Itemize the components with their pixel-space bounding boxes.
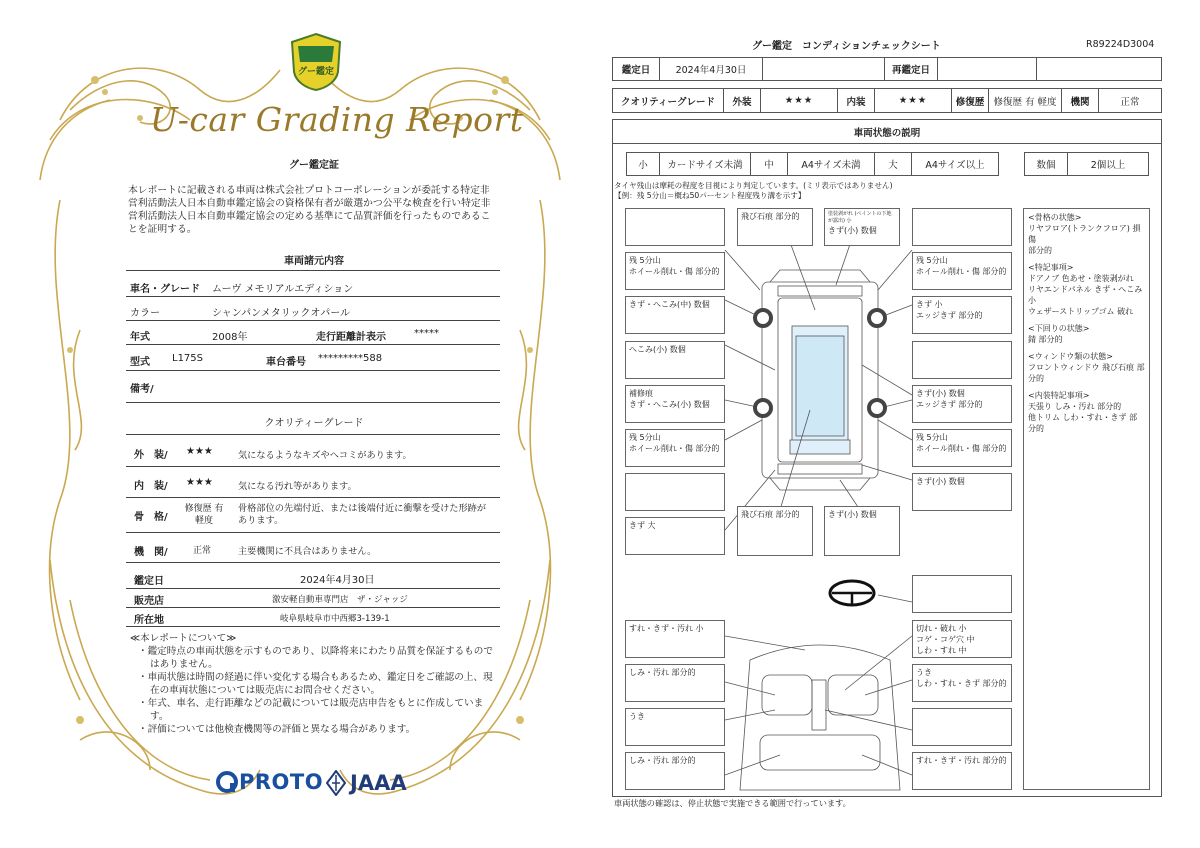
- ext-box-bottom-1: 飛び石痕 部分的: [737, 506, 813, 556]
- divider: [126, 607, 500, 608]
- sheet-footer: 車両状態の確認は、停止状態で実施できる範囲で行っています。: [614, 798, 851, 808]
- ext-box-top-2-text: きず(小) 数個: [828, 226, 877, 235]
- divider: [126, 270, 500, 271]
- int-label: 内装: [837, 88, 875, 113]
- ext-box-left-2: きず・へこみ(中) 数個: [625, 296, 725, 334]
- note-window-head: <ウィンドウ類の状態>: [1028, 352, 1113, 361]
- size-small-desc: カードサイズ未満: [659, 152, 751, 176]
- ext-box-top-2-note: 塗装剥がれ (ペイントの下地が露出) 小: [828, 211, 892, 224]
- quality-heading: クオリティーグレード: [264, 418, 364, 429]
- quality-interior-label: 内 装/: [134, 481, 168, 492]
- ext-box-right-2: きず 小 エッジきず 部分的: [912, 296, 1012, 334]
- year-label: 年式: [130, 332, 150, 343]
- jaaa-mark-icon: [326, 770, 346, 796]
- int-box-right-3: すれ・きず・汚れ 部分的: [912, 752, 1012, 790]
- quality-interior-text: 気になる汚れ等があります。: [238, 481, 357, 492]
- note-frame-head: <骨格の状態>: [1028, 213, 1082, 222]
- color-value: シャンパンメタリックオパール: [212, 308, 350, 319]
- quality-exterior-grade: ★★★: [186, 446, 213, 457]
- ext-box-top-2: [824, 208, 900, 246]
- ext-box-left-empty: [625, 473, 725, 511]
- proto-logo-text: PROTO: [239, 770, 324, 794]
- divider: [126, 370, 500, 371]
- color-label: カラー: [130, 308, 160, 319]
- ext-box-left-3: へこみ(小) 数個: [625, 341, 725, 379]
- int-box-left-2: しみ・汚れ 部分的: [625, 664, 725, 702]
- quality-engine-grade: 正常: [193, 546, 212, 556]
- ext-box-right-top: [912, 208, 1012, 246]
- note-item: ・車両状態は時間の経過に伴い変化する場合もあるため、鑑定日をご確認の上、現在の車両状態については販売店にお問合せください。: [138, 672, 493, 696]
- ext-box-right-5: きず(小) 数個: [912, 473, 1012, 511]
- ext-box-right-empty: [912, 341, 1012, 379]
- repair-label: 修復歴: [951, 88, 989, 113]
- goo-kantei-badge: [288, 32, 344, 92]
- quality-exterior-label: 外 装/: [134, 450, 168, 461]
- address-label: 所在地: [134, 615, 164, 626]
- count-label: 数個: [1024, 152, 1068, 176]
- quality-frame-text: 骨格部位の先端付近、または後端付近に衝撃を受けた形跡があります。: [238, 503, 487, 526]
- certificate-title: U-car Grading Report: [150, 100, 524, 139]
- note-item: ・鑑定時点の車両状態を示すものであり、以降将来にわたり品質を保証するものではありません。: [138, 646, 493, 670]
- size-big-label: 大: [874, 152, 912, 176]
- note-interior-head: <内装特記事項>: [1028, 391, 1090, 400]
- redate-value: [937, 57, 1037, 81]
- divider: [126, 402, 500, 403]
- notes-title: ≪本レポートについて≫: [130, 633, 237, 644]
- int-box-right-1: 切れ・破れ 小 コゲ・コゲ穴 中 しわ・すれ 中: [912, 620, 1012, 658]
- notes-list: [130, 632, 498, 736]
- divider: [126, 626, 500, 627]
- size-small-label: 小: [626, 152, 660, 176]
- car-name-value: ムーヴ メモリアルエディション: [212, 284, 354, 295]
- vin-label: 車台番号: [266, 357, 306, 368]
- mileage-value: *****: [414, 328, 439, 339]
- divider: [126, 320, 500, 321]
- ext-box-left-top: [625, 208, 725, 246]
- int-box-left-1: すれ・きず・汚れ 小: [625, 620, 725, 658]
- appraisal-date-value: 2024年4月30日: [300, 575, 375, 586]
- quality-exterior-text: 気になるようなキズやへコミがあります。: [238, 450, 412, 461]
- note-interior-body: 天張り しみ・汚れ 部分的 他トリム しわ・すれ・きず 部分的: [1028, 402, 1138, 433]
- model-label: 型式: [130, 357, 150, 368]
- side-notes-panel: [1023, 208, 1150, 790]
- quality-frame-label: 骨 格/: [134, 512, 168, 523]
- note-window-body: フロントウィンドウ 飛び石痕 部分的: [1028, 363, 1145, 383]
- ext-value: ★★★: [760, 88, 838, 113]
- ext-box-left-1: 残 5分山 ホイール削れ・傷 部分的: [625, 252, 725, 290]
- tire-note-1: タイヤ残山は摩耗の程度を目視により判定しています。(ミリ表示ではありません): [614, 181, 893, 190]
- repair-value: 修復歴 有 軽度: [988, 88, 1062, 113]
- ext-label: 外装: [723, 88, 761, 113]
- quality-frame-grade: 修復歴 有 軽度: [184, 504, 224, 526]
- note-item: ・評価については他検査機関等の評価と異なる場合があります。: [138, 724, 416, 735]
- model-value: L175S: [172, 353, 204, 364]
- ext-box-left-5: 残 5分山 ホイール削れ・傷 部分的: [625, 429, 725, 467]
- size-mid-label: 中: [750, 152, 788, 176]
- divider: [126, 497, 500, 498]
- sheet-id: R89224D3004: [1086, 39, 1155, 50]
- remarks-label: 備考/: [130, 384, 154, 395]
- int-box-left-4: しみ・汚れ 部分的: [625, 752, 725, 790]
- size-big-desc: A4サイズ以上: [911, 152, 999, 176]
- quality-grade-label: クオリティーグレード: [612, 88, 724, 113]
- ext-box-right-1: 残 5分山 ホイール削れ・傷 部分的: [912, 252, 1012, 290]
- specs-heading: 車両諸元内容: [284, 256, 344, 267]
- year-value: 2008年: [212, 332, 248, 343]
- divider: [126, 532, 500, 533]
- sheet-title: グー鑑定 コンディションチェックシート: [752, 41, 941, 52]
- ext-box-right-4: 残 5分山 ホイール削れ・傷 部分的: [912, 429, 1012, 467]
- ext-box-left-6: きず 大: [625, 517, 725, 555]
- divider: [126, 344, 500, 345]
- divider: [126, 466, 500, 467]
- condition-title: 車両状態の説明: [612, 119, 1162, 144]
- int-box-right-empty: [912, 708, 1012, 746]
- divider: [126, 588, 500, 589]
- note-special-head: <特記事項>: [1028, 263, 1074, 272]
- ext-box-left-4: 補修痕 きず・へこみ(小) 数個: [625, 385, 725, 423]
- int-box-left-3: うき: [625, 708, 725, 746]
- divider: [126, 296, 500, 297]
- vin-value: *********588: [318, 353, 383, 364]
- date-value: 2024年4月30日: [659, 57, 763, 81]
- car-name-label: 車名・グレード: [130, 284, 200, 295]
- note-under-head: <下回りの状態>: [1028, 324, 1090, 333]
- note-special-body: ドアノブ 色あせ・塗装剥がれ リヤエンドパネル きず・へこみ 小 ウェザーストリップゴム 破れ: [1028, 274, 1143, 316]
- note-frame-body: リヤフロア(トランクフロア) 損傷 部分的: [1028, 224, 1141, 255]
- address-value: 岐阜県岐阜市中西郷3-139-1: [280, 614, 390, 624]
- divider: [126, 434, 500, 435]
- quality-engine-text: 主要機関に不具合はありません。: [238, 546, 377, 557]
- engine-label: 機関: [1061, 88, 1099, 113]
- quality-interior-grade: ★★★: [186, 477, 213, 488]
- ext-box-right-3: きず(小) 数個 エッジきず 部分的: [912, 385, 1012, 423]
- int-value: ★★★: [874, 88, 952, 113]
- engine-value: 正常: [1098, 88, 1162, 113]
- jaaa-logo: [326, 770, 407, 796]
- proto-logo: [216, 770, 323, 794]
- note-under-body: 錆 部分的: [1028, 335, 1063, 344]
- note-item: ・年式、車名、走行距離などの記載については販売店申告をもとに作成しています。: [138, 698, 484, 722]
- tire-note-2: 【例：残 5分山＝概ね50パーセント程度残り溝を示す】: [614, 191, 806, 200]
- size-mid-desc: A4サイズ未満: [787, 152, 875, 176]
- date-label: 鑑定日: [612, 57, 660, 81]
- ext-box-bottom-2: きず(小) 数個: [824, 506, 900, 556]
- badge-label: グー鑑定: [297, 67, 334, 77]
- steering-box: [912, 575, 1012, 613]
- mileage-label: 走行距離計表示: [316, 332, 386, 343]
- ext-box-top-1: 飛び石痕 部分的: [737, 208, 813, 246]
- jaaa-logo-text: JAAA: [350, 771, 407, 795]
- dealer-value: 激安軽自動車専門店 ザ・ジャッジ: [272, 595, 408, 605]
- appraisal-date-label: 鑑定日: [134, 576, 164, 587]
- dealer-label: 販売店: [134, 596, 164, 607]
- redate-label: 再鑑定日: [884, 57, 938, 81]
- int-box-right-2: うき しわ・すれ・きず 部分的: [912, 664, 1012, 702]
- certificate-intro: 本レポートに記載される車両は株式会社プロトコーポレーションが委託する特定非営利活動法人日本自動車鑑定協会の資格保有者が厳選かつ公平な検査を行い特定非営利活動法人日本自動車鑑定協会の定める基準にて品質評価を行ったものであることを証明する。: [128, 185, 491, 235]
- condition-check-sheet: [600, 0, 1200, 848]
- divider: [126, 562, 500, 563]
- quality-engine-label: 機 関/: [134, 547, 168, 558]
- count-desc: 2個以上: [1067, 152, 1149, 176]
- certificate-subtitle: グー鑑定証: [289, 160, 339, 171]
- proto-mark-icon: [216, 771, 238, 793]
